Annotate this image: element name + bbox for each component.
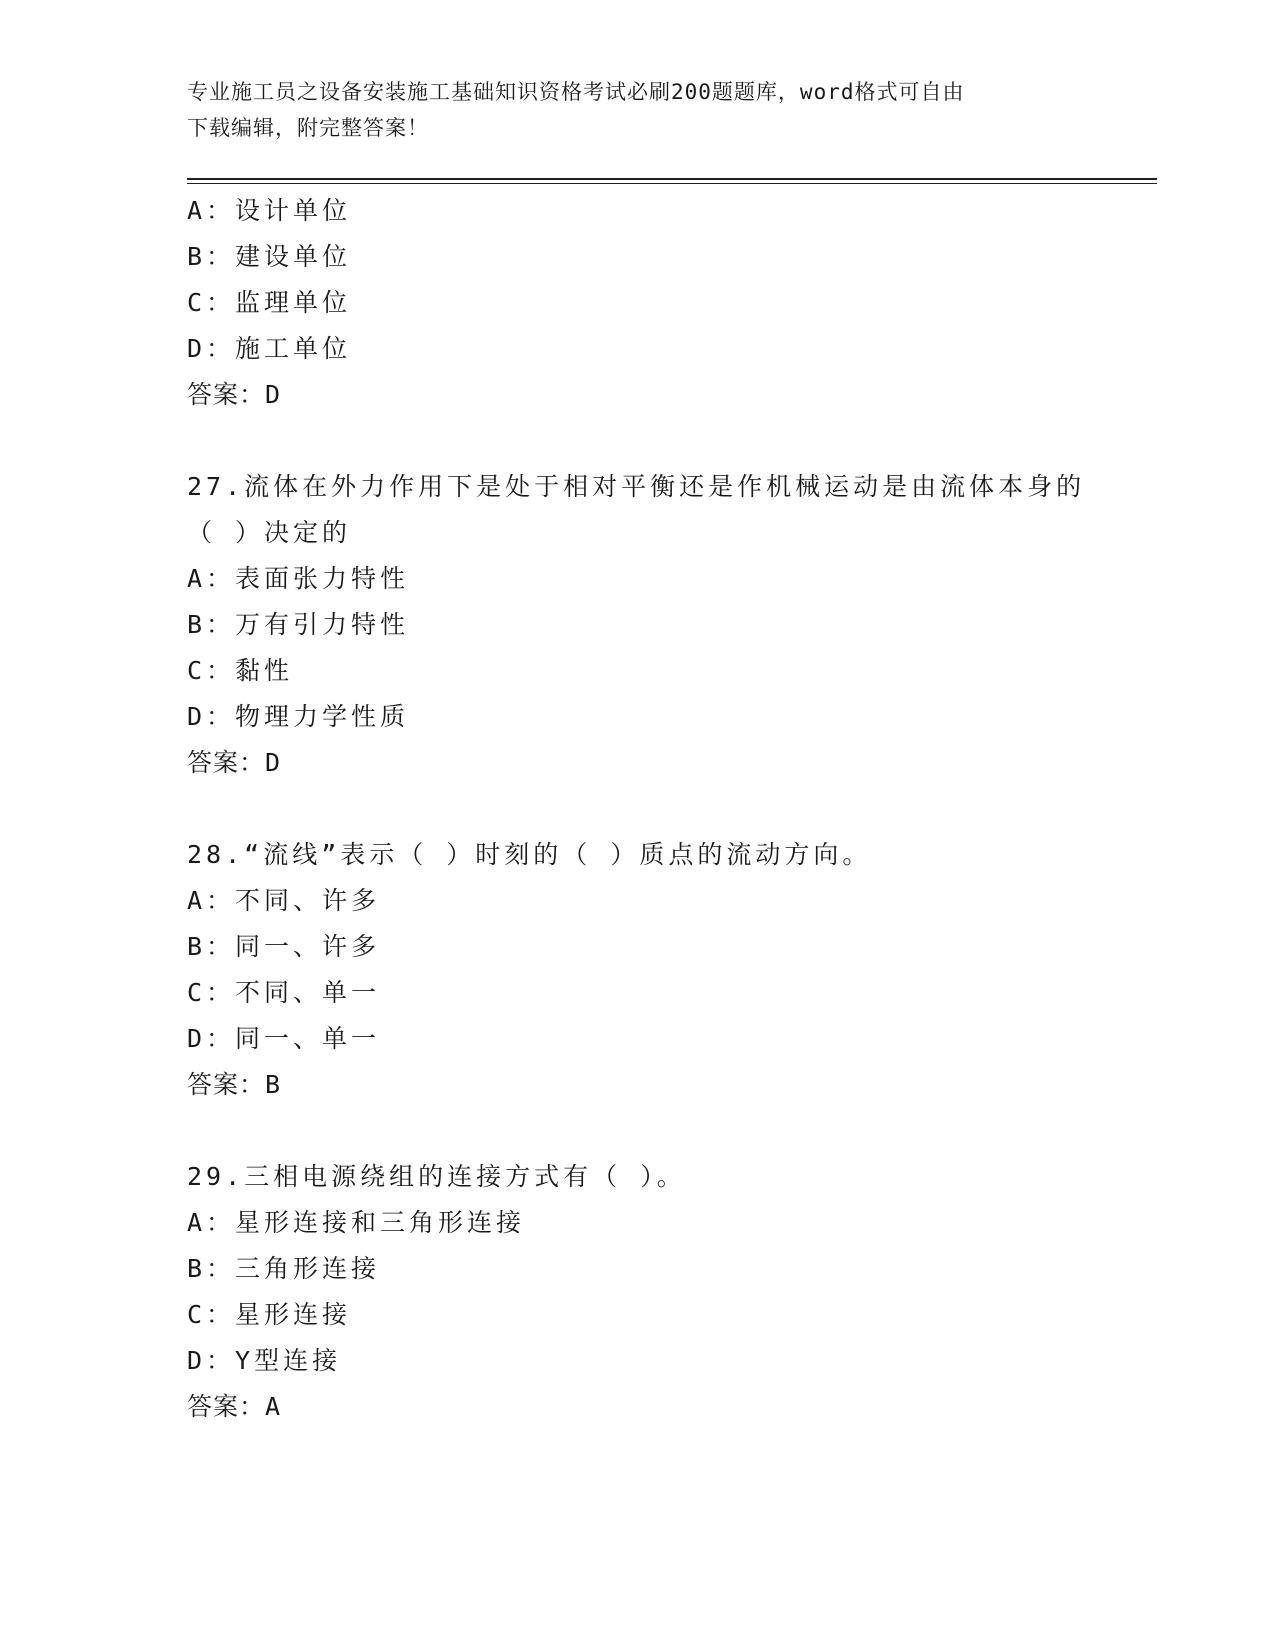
- option-b: B：建设单位: [187, 242, 352, 271]
- question-26: [187, 188, 1087, 418]
- document-header: [187, 74, 1067, 146]
- spacer: [187, 1108, 1087, 1154]
- option-b: B：万有引力特性: [187, 610, 410, 639]
- answer-line: 答案：B: [187, 1070, 282, 1099]
- header-line-2: 下载编辑，附完整答案！: [187, 116, 429, 140]
- question-list: [187, 188, 1087, 1430]
- option-d: D：施工单位: [187, 334, 352, 363]
- question-stem: 28.“流线”表示（ ）时刻的（ ）质点的流动方向。: [187, 840, 872, 869]
- option-c: C：监理单位: [187, 288, 352, 317]
- option-c: C：黏性: [187, 656, 294, 685]
- header-divider-thick: [187, 178, 1157, 180]
- question-stem-continued: （ ）决定的: [187, 518, 352, 547]
- answer-line: 答案：D: [187, 380, 282, 409]
- header-divider-thin: [187, 183, 1157, 184]
- option-a: A：表面张力特性: [187, 564, 410, 593]
- spacer: [187, 786, 1087, 832]
- option-d: D：物理力学性质: [187, 702, 410, 731]
- option-a: A：不同、许多: [187, 886, 381, 915]
- option-a: A：设计单位: [187, 196, 352, 225]
- option-d: D：Y型连接: [187, 1346, 342, 1375]
- answer-line: 答案：A: [187, 1392, 282, 1421]
- option-d: D：同一、单一: [187, 1024, 381, 1053]
- question-stem: 29.三相电源绕组的连接方式有（ ）。: [187, 1162, 686, 1191]
- option-c: C：星形连接: [187, 1300, 352, 1329]
- question-stem: 27.流体在外力作用下是处于相对平衡还是作机械运动是由流体本身的: [187, 472, 1086, 501]
- question-29: [187, 1154, 1087, 1430]
- spacer: [187, 418, 1087, 464]
- option-b: B：三角形连接: [187, 1254, 381, 1283]
- option-c: C：不同、单一: [187, 978, 381, 1007]
- header-line-1: 专业施工员之设备安装施工基础知识资格考试必刷200题题库，word格式可自由: [187, 80, 965, 104]
- question-27: [187, 464, 1087, 786]
- option-b: B：同一、许多: [187, 932, 381, 961]
- question-28: [187, 832, 1087, 1108]
- answer-line: 答案：D: [187, 748, 282, 777]
- option-a: A：星形连接和三角形连接: [187, 1208, 526, 1237]
